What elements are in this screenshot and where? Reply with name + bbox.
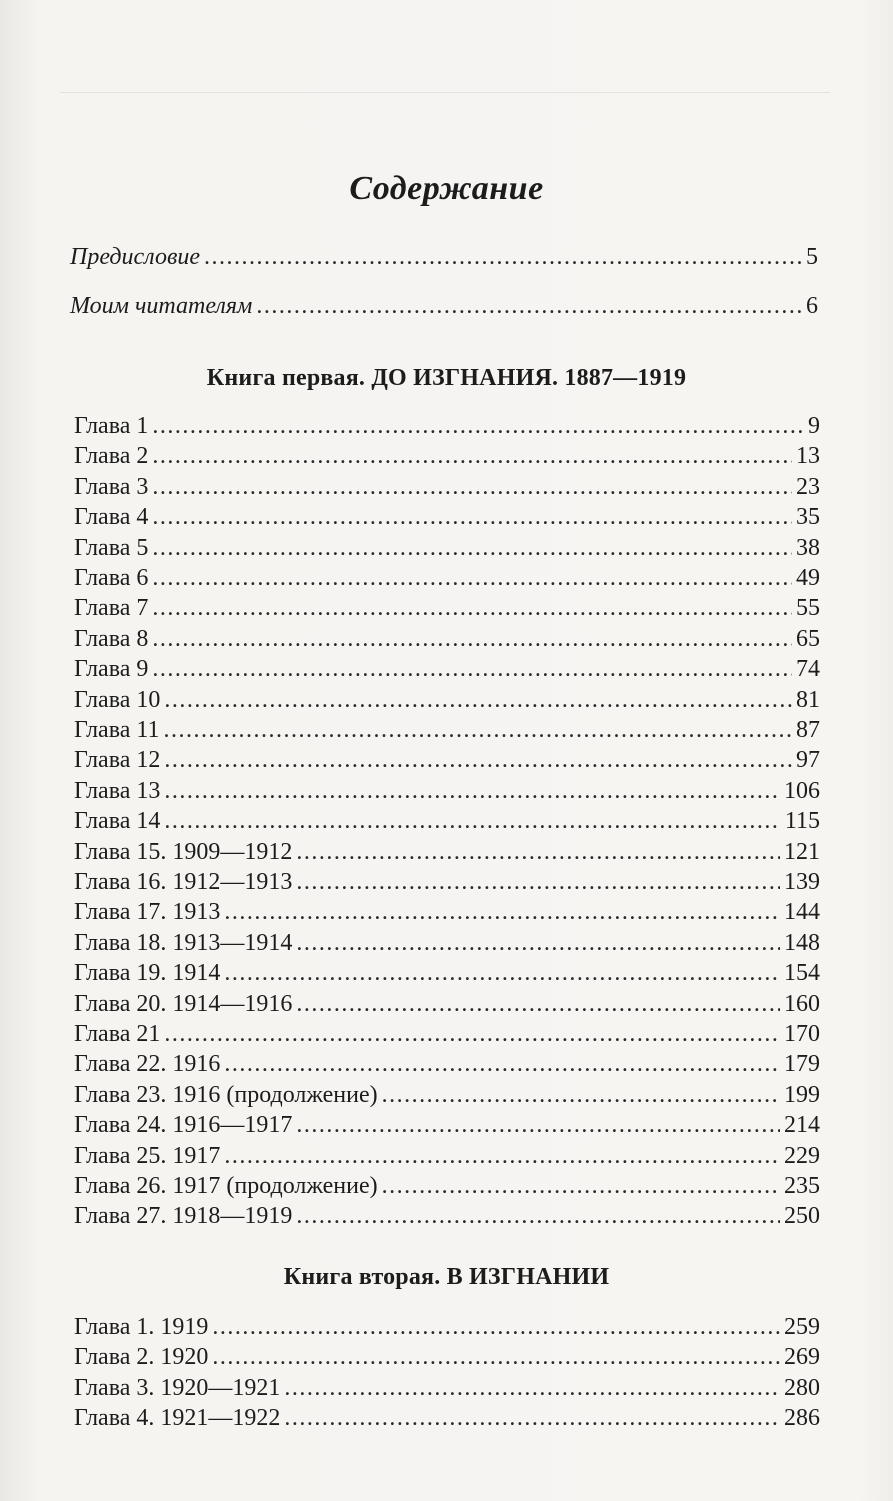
book-heading: Книга вторая. В ИЗГНАНИИ xyxy=(283,1264,610,1290)
toc-entry-page-number: 139 xyxy=(784,869,820,895)
dot-leader xyxy=(296,838,780,866)
toc-entry-label: Глава 9 xyxy=(74,656,149,683)
chapter-entry xyxy=(74,807,820,835)
chapter-entry xyxy=(74,990,820,1018)
toc-entry-label: Глава 27. 1918—1919 xyxy=(74,1203,293,1230)
toc-entry-page-number: 6 xyxy=(806,293,818,319)
dot-leader xyxy=(152,534,792,562)
toc-entry-label: Глава 17. 1913 xyxy=(74,899,221,926)
toc-entry-page-number: 160 xyxy=(784,990,820,1017)
toc-entry-page-number: 259 xyxy=(784,1314,820,1340)
chapter-entry xyxy=(74,1172,820,1200)
toc-entry-page-number: 115 xyxy=(784,808,820,835)
page-title: Содержание xyxy=(349,170,544,207)
chapter-entry xyxy=(74,1020,820,1048)
toc-entry-page-number: 154 xyxy=(784,960,820,987)
toc-entry-page-number: 214 xyxy=(784,1112,820,1139)
dot-leader xyxy=(296,1202,780,1230)
toc-entry-label: Глава 5 xyxy=(74,534,149,561)
chapter-entry xyxy=(74,442,820,470)
toc-entry-label: Глава 18. 1913—1914 xyxy=(74,929,293,956)
chapter-entry xyxy=(74,625,820,653)
dot-leader xyxy=(224,959,780,987)
chapter-entry xyxy=(74,1111,820,1139)
dot-leader xyxy=(152,473,792,501)
dot-leader xyxy=(296,868,780,896)
dot-leader xyxy=(212,1343,780,1371)
chapter-entry xyxy=(74,1050,820,1078)
book-heading: Книга первая. ДО ИЗГНАНИЯ. 1887—1919 xyxy=(206,365,687,391)
toc-entry-label: Глава 23. 1916 (продолжение) xyxy=(74,1081,378,1108)
chapter-entry xyxy=(74,1202,820,1230)
toc-entry-label: Глава 11 xyxy=(74,717,160,743)
toc-entry-page-number: 280 xyxy=(784,1374,820,1401)
chapter-entry xyxy=(74,594,820,622)
dot-leader xyxy=(152,442,792,470)
toc-entry-page-number: 148 xyxy=(784,929,820,956)
dot-leader xyxy=(224,1050,780,1078)
toc-entry-page-number: 269 xyxy=(784,1344,820,1371)
toc-entry-label: Глава 16. 1912—1913 xyxy=(74,869,293,895)
dot-leader xyxy=(224,1142,780,1170)
chapter-entry xyxy=(74,412,820,440)
chapter-entry xyxy=(74,534,820,562)
toc-entry-page-number: 250 xyxy=(784,1203,820,1230)
toc-entry-page-number: 38 xyxy=(796,534,820,561)
chapter-entry xyxy=(74,1343,820,1371)
toc-entry-label: Моим читателям xyxy=(70,293,253,319)
chapter-entry xyxy=(74,655,820,683)
dot-leader xyxy=(152,655,792,683)
chapter-entry xyxy=(74,564,820,592)
chapter-entry xyxy=(74,868,820,896)
toc-entry-label: Глава 3. 1920—1921 xyxy=(74,1374,281,1401)
toc-entry-label: Глава 22. 1916 xyxy=(74,1051,221,1078)
toc-entry-page-number: 49 xyxy=(796,565,820,591)
toc-entry-page-number: 286 xyxy=(784,1405,820,1432)
toc-entry-page-number: 235 xyxy=(784,1173,820,1199)
dot-leader xyxy=(296,929,780,957)
chapter-entry xyxy=(74,686,820,714)
toc-entry-page-number: 74 xyxy=(796,656,820,683)
dot-leader xyxy=(224,898,780,926)
toc-entry-label: Глава 1 xyxy=(74,413,149,439)
toc-entry-label: Глава 1. 1919 xyxy=(74,1314,209,1340)
dot-leader xyxy=(152,412,804,440)
dot-leader xyxy=(164,807,781,835)
toc-entry-page-number: 229 xyxy=(784,1142,820,1169)
toc-entry-label: Глава 2 xyxy=(74,443,149,470)
dot-leader xyxy=(382,1172,780,1200)
dot-leader xyxy=(204,243,802,271)
dot-leader xyxy=(164,1020,780,1048)
toc-entry-page-number: 35 xyxy=(796,504,820,531)
toc-entry-label: Глава 2. 1920 xyxy=(74,1344,209,1371)
toc-entry-label: Глава 24. 1916—1917 xyxy=(74,1112,293,1139)
dot-leader xyxy=(164,746,792,774)
toc-entry-page-number: 121 xyxy=(784,838,820,865)
toc-entry-page-number: 144 xyxy=(784,899,820,926)
dot-leader xyxy=(164,777,780,805)
toc-entry-label: Глава 19. 1914 xyxy=(74,960,221,987)
toc-entry-page-number: 23 xyxy=(796,473,820,500)
toc-entry-label: Глава 21 xyxy=(74,1021,161,1047)
chapter-entry xyxy=(74,1313,820,1341)
dot-leader xyxy=(163,716,792,744)
toc-entry-page-number: 5 xyxy=(806,244,818,270)
dot-leader xyxy=(152,625,792,653)
chapter-entry xyxy=(74,929,820,957)
toc-entry-page-number: 199 xyxy=(784,1081,820,1108)
toc-entry-label: Глава 7 xyxy=(74,595,149,622)
toc-entry-page-number: 87 xyxy=(796,717,820,743)
chapter-entry xyxy=(74,959,820,987)
toc-entry-page-number: 170 xyxy=(784,1021,820,1047)
toc-entry-page-number: 55 xyxy=(796,595,820,622)
toc-entry-label: Глава 4. 1921—1922 xyxy=(74,1405,281,1432)
chapter-entry xyxy=(74,777,820,805)
chapter-entry xyxy=(74,1142,820,1170)
toc-entry-page-number: 179 xyxy=(784,1051,820,1078)
chapter-entry xyxy=(74,838,820,866)
chapter-entry xyxy=(74,473,820,501)
toc-entry-label: Глава 13 xyxy=(74,777,161,804)
toc-entry-label: Глава 15. 1909—1912 xyxy=(74,838,293,865)
dot-leader xyxy=(164,686,792,714)
toc-entry-page-number: 9 xyxy=(808,413,820,439)
toc-entry-label: Глава 20. 1914—1916 xyxy=(74,990,293,1017)
toc-entry-label: Глава 3 xyxy=(74,473,149,500)
dot-leader xyxy=(152,594,792,622)
dot-leader xyxy=(382,1081,780,1109)
toc-entry-page-number: 13 xyxy=(796,443,820,470)
toc-entry-label: Предисловие xyxy=(70,244,201,270)
dot-leader xyxy=(296,1111,780,1139)
toc-entry-label: Глава 4 xyxy=(74,504,149,531)
dot-leader xyxy=(256,292,802,320)
toc-entry-label: Глава 8 xyxy=(74,625,149,652)
chapter-entry xyxy=(74,898,820,926)
dot-leader xyxy=(212,1313,780,1341)
chapter-entry xyxy=(74,746,820,774)
chapter-entry xyxy=(74,1081,820,1109)
toc-entry-page-number: 106 xyxy=(784,777,820,804)
toc-entry-label: Глава 12 xyxy=(74,747,161,774)
front-matter-entry xyxy=(70,292,818,320)
toc-entry-label: Глава 6 xyxy=(74,565,149,591)
dot-leader xyxy=(296,990,780,1018)
chapter-entry xyxy=(74,503,820,531)
toc-entry-page-number: 65 xyxy=(796,625,820,652)
bleed-through-rule xyxy=(60,92,830,93)
toc-entry-label: Глава 25. 1917 xyxy=(74,1142,221,1169)
toc-entry-label: Глава 26. 1917 (продолжение) xyxy=(74,1173,378,1199)
toc-entry-label: Глава 10 xyxy=(74,686,161,713)
dot-leader xyxy=(284,1404,780,1432)
chapter-entry xyxy=(74,716,820,744)
toc-entry-page-number: 97 xyxy=(796,747,820,774)
chapter-entry xyxy=(74,1374,820,1402)
toc-entry-page-number: 81 xyxy=(796,686,820,713)
toc-entry-label: Глава 14 xyxy=(74,808,161,835)
front-matter-entry xyxy=(70,243,818,271)
dot-leader xyxy=(284,1374,780,1402)
dot-leader xyxy=(152,503,792,531)
dot-leader xyxy=(152,564,792,592)
chapter-entry xyxy=(74,1404,820,1432)
